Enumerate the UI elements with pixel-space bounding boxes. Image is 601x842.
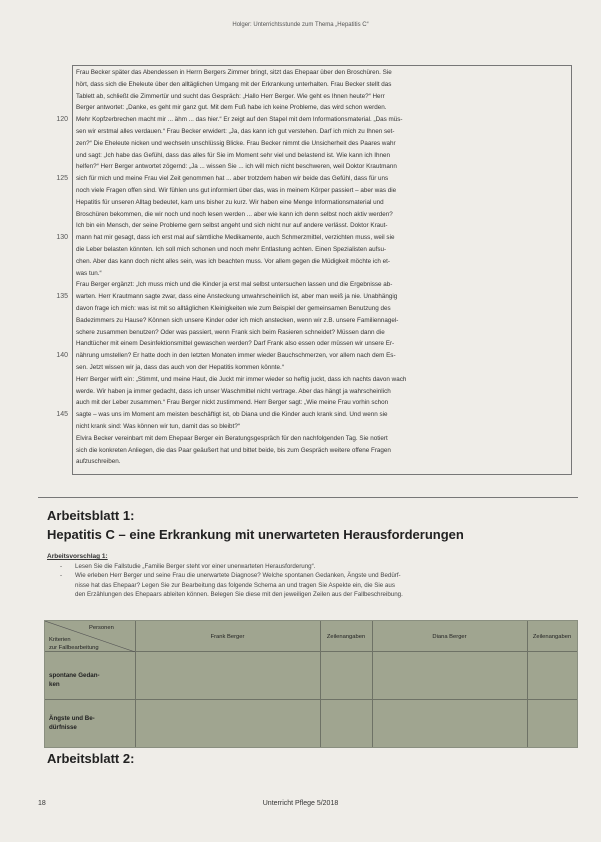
line-text: auch mit der Leber zusammen.“ Frau Berger nickt zustimmend. Herr Berger sagt: „Wie meine Frau vorhin schon [76, 399, 389, 407]
task-heading: Arbeitsvorschlag 1: [47, 553, 108, 560]
line-text: die Leber belasten könnten. Ich soll mich schonen und noch mehr Entlastung achten. Einen Spezialisten aufsu- [76, 245, 387, 253]
case-line [46, 386, 566, 398]
case-line [46, 409, 566, 421]
case-line [46, 433, 566, 445]
line-text: Badezimmers zu Hause? Können sich unsere Kinder oder ich mich anstecken, wenn wir z.B. unsere Familiennagel- [76, 316, 399, 324]
case-line [46, 91, 566, 103]
line-number: 145 [56, 411, 68, 419]
case-line [46, 173, 566, 185]
case-line [46, 138, 566, 150]
task-list [60, 562, 570, 599]
worksheet1-subtitle: Hepatitis C – eine Erkrankung mit unerwarteten Herausforderungen [47, 527, 464, 542]
row-label-fears [49, 714, 95, 732]
line-text: nährung umstellen? Er hatte doch in den letzten Monaten immer wieder Bauchschmerzen, vor allem nach dem Es- [76, 352, 396, 360]
case-study-text [46, 67, 566, 477]
row-label-line: ken [49, 681, 60, 688]
case-line [46, 268, 566, 280]
page-number: 18 [38, 800, 46, 807]
line-text: sich für mich und meine Frau viel Zeit genommen hat ... aber trotzdem haben wir beide das Gefühl, dass für uns [76, 175, 389, 183]
line-text: Hepatitis für unseren Alltag bedeutet, kam uns bisher zu kurz. Wir haben eine Menge Informationsmaterial und [76, 198, 384, 206]
line-number: 140 [56, 352, 68, 360]
line-text: werde. Wir haben ja immer gedacht, dass ich unser Waschmittel nicht vertrage. Aber das hängt ja wahrscheinlich [76, 387, 391, 395]
header-lines-2: Zeilenangaben [532, 634, 572, 640]
journal-footer: Unterricht Pflege 5/2018 [262, 800, 339, 807]
row-label-line: Ängste und Be- [49, 715, 95, 722]
line-text: sagte – was uns im Moment am meisten beschäftigt ist, ob Diana und die Kinder auch krank sind. Und wenn sie [76, 411, 388, 419]
line-text: aufzuschreiben. [76, 458, 121, 466]
line-text: hört, dass sich die Eheleute über den alltäglichen Umgang mit der Erkrankung unterhalten. Frau Becker stellt das [76, 80, 392, 88]
line-text: was tun.“ [76, 269, 102, 277]
line-number: 120 [56, 116, 68, 124]
line-text: mann hat mir gesagt, dass ich erst mal auf sämtliche Medikamente, auch Schmerzmittel, verzichten muss, weil sie [76, 234, 395, 242]
case-line [46, 232, 566, 244]
case-line [46, 67, 566, 79]
line-text: zen?“ Die Eheleute nicken und wechseln unschlüssig Blicke. Frau Becker nimmt die Unsicherheit des Paares wahr [76, 139, 396, 147]
header-criteria-line: Kriterien [49, 637, 71, 643]
case-line [46, 126, 566, 138]
line-text: chen. Aber das kann doch nicht alles sein, was ich beachten muss. Vor allem gegen die Müdigkeit möchte ich et- [76, 257, 390, 265]
case-line [46, 161, 566, 173]
line-text: Broschüren bekommen, die wir noch und noch lesen werden ... aber wie kann ich denn selbst noch aktiv werden? [76, 210, 393, 218]
row-label-thoughts [49, 671, 100, 689]
case-line [46, 362, 566, 374]
header-criteria [49, 636, 99, 652]
task-item: - Wie erleben Herr Berger und seine Frau die unerwartete Diagnose? Welche spontanen Gedanken, Ängste und Bedürf- [60, 571, 570, 580]
line-text: sen wir erstmal alles verdauen.“ Frau Becker erwidert: „Ja, das kann ich gut verstehen. Darf ich mich zu Ihnen set- [76, 127, 395, 135]
header-diana: Diana Berger [432, 634, 467, 640]
case-line [46, 350, 566, 362]
line-text: Frau Berger ergänzt: „Ich muss mich und die Kinder ja erst mal selbst untersuchen lassen und die Ergebnisse ab- [76, 281, 393, 289]
case-line [46, 79, 566, 91]
header-lines-1: Zeilenangaben [326, 634, 366, 640]
line-text: und sagt: „Ich habe das Gefühl, dass das alles für Sie im Moment sehr viel und belastend ist. Wie kann ich Ihnen [76, 151, 390, 159]
table-row [45, 652, 577, 700]
case-line [46, 150, 566, 162]
task-item-continuation: den Erzählungen des Ehepaars ableiten können. Belegen Sie diese mit den jeweiligen Zeilen aus der Fallbeschreibung. [75, 590, 403, 598]
case-line [46, 209, 566, 221]
line-text: Mehr Kopfzerbrechen macht mir ... ähm ... das hier.“ Er zeigt auf den Stapel mit dem Informationsmaterial. „Das müs- [76, 116, 403, 124]
line-text: sich die konkreten Anliegen, die das Paar geäußert hat und bittet beide, bis zum Gespräch weitere offene Fragen [76, 446, 391, 454]
case-line [46, 114, 566, 126]
line-number: 135 [56, 293, 68, 301]
case-line [46, 327, 566, 339]
running-header: Holger: Unterrichtsstunde zum Thema „Hepatitis C“ [232, 22, 369, 28]
case-line [46, 279, 566, 291]
line-text: Elvira Becker vereinbart mit dem Ehepaar Berger ein Beratungsgespräch für den nachfolgenden Tag. Sie notiert [76, 434, 388, 442]
case-line [46, 421, 566, 433]
header-frank: Frank Berger [210, 634, 245, 640]
line-number: 130 [56, 234, 68, 242]
line-text: Frau Becker später das Abendessen in Herrn Bergers Zimmer bringt, sitzt das Ehepaar über den Broschüren. Sie [76, 69, 392, 76]
case-line [46, 197, 566, 209]
line-text: sen. Jetzt wissen wir ja, dass das auch von der Hepatitis kommen könnte.“ [76, 363, 284, 371]
case-line [46, 315, 566, 327]
case-line [46, 185, 566, 197]
row-label-line: dürfnisse [49, 724, 77, 731]
worksheet1-title: Arbeitsblatt 1: [47, 508, 135, 523]
line-text: helfen?“ Herr Berger antwortet zögernd: „Ja ... wissen Sie ... ich will mich nicht beschweren, weil Doktor Krautmann [76, 163, 397, 171]
line-text: warten. Herr Krautmann sagte zwar, dass eine Ansteckung unwahrscheinlich ist, aber man weiß ja nie. Unabhängig [76, 293, 398, 301]
case-line [46, 397, 566, 409]
case-line [46, 256, 566, 268]
line-text: Tablett ab, schließt die Zimmertür und sucht das Gespräch: „Hallo Herr Berger. Wie geht es Ihnen heute?“ Herr [76, 92, 385, 100]
row-label-line: spontane Gedan- [49, 672, 100, 679]
case-line [46, 338, 566, 350]
case-line [46, 303, 566, 315]
line-text: davon frage ich mich: was ist mit so alltäglichen Kleinigkeiten wie zum Beispiel der gemeinsamen Benutzung des [76, 304, 391, 312]
line-text: Berger antwortet: „Danke, es geht mir ganz gut. Mit dem Fuß habe ich keine Probleme, das wird schon werden. [76, 104, 387, 112]
case-line [46, 244, 566, 256]
line-text: Ich bin ein Mensch, der seine Probleme gern selbst angeht und sich nicht nur auf andere verlässt. Doktor Kraut- [76, 222, 388, 230]
case-line [46, 102, 566, 114]
case-line [46, 374, 566, 386]
header-persons: Personen [89, 625, 114, 631]
header-criteria-line: zur Fallbearbeitung [49, 645, 99, 651]
case-line [46, 220, 566, 232]
table-row [45, 700, 577, 748]
line-text: Herr Berger wirft ein: „Stimmt, und meine Haut, die Juckt mir immer wieder so heftig juckt, dass ich nachts davon wach [76, 375, 407, 383]
line-text: nicht krank sind: Was können wir tun, damit das so bleibt?“ [76, 422, 240, 430]
case-line [46, 456, 566, 468]
task-item: - Lesen Sie die Fallstudie „Familie Berger steht vor einer unerwarteten Herausforderung“. [60, 562, 570, 571]
line-text: Handtücher mit einem Desinfektionsmittel gewaschen werden? Darf Frank also essen oder müssen wir unsere Er- [76, 340, 395, 348]
line-text: noch viele Fragen offen sind. Wir fühlen uns gut informiert über das, was in meinem Körper passiert – aber was die [76, 186, 397, 194]
task-item-continuation: nisse hat das Ehepaar? Legen Sie zur Bearbeitung das folgende Schema an und tragen Sie Aspekte ein, die Sie aus [75, 581, 395, 589]
line-number: 125 [56, 175, 68, 183]
line-text: schere zusammen benutzen? Oder was passiert, wenn Frank sich beim Rasieren schneidet? Müssen dann die [76, 328, 385, 336]
worksheet2-title: Arbeitsblatt 2: [47, 751, 135, 766]
analysis-table [44, 620, 578, 748]
case-line [46, 445, 566, 457]
case-line [46, 291, 566, 303]
